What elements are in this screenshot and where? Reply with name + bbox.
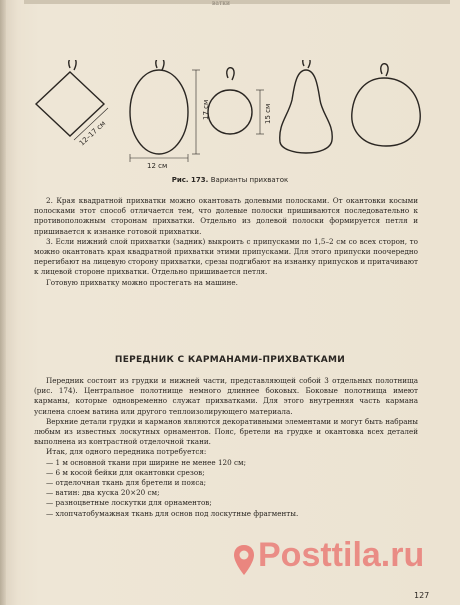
oval-width-label: 12 см (147, 162, 168, 170)
page-number: 127 (414, 591, 430, 600)
list-item: — ватин: два куска 20×20 см; (46, 488, 160, 498)
list-item: — 6 м косой бейки для окантовки срезов; (46, 467, 205, 477)
oval-potholder (130, 60, 200, 162)
list-item: — хлопчатобумажная ткань для основ под лоскутные фрагменты. (46, 508, 299, 518)
potholder-instructions (34, 196, 418, 288)
figure-caption (0, 176, 460, 184)
apron-paragraph-1: Передник состоит из грудки и нижней части, представляющей собой 3 отдельных полотнища (рис. 174). Центральное полотнище немного длиннее боковых. Боковые полотнища имеют карманы, которые одновременно служат прихватками. Для этого внутренняя часть кармана усилена слоем ватина или другого теплоизолирующего материала. (34, 376, 418, 416)
book-binding-shadow (0, 0, 6, 605)
apron-paragraph-3: Итак, для одного передника потребуется: (46, 447, 207, 457)
round-potholder (208, 68, 264, 134)
watermark-text: Posttila.ru (258, 536, 425, 574)
paragraph-4: Готовую прихватку можно простегать на машине. (46, 277, 238, 287)
materials-list (34, 458, 418, 519)
paragraph-3: 3. Если нижний слой прихватки (задник) выкроить с припусками по 1,5–2 см со всех сторон, то можно окантовать края квадратной прихватки этими припусками. Для этого припуски поочередно перегибают на лицевую сторону прихватки, срезы подгибают на изнанку припусков и притачивают к лицевой стороне прихватки. Отдельно пришивается петля. (34, 236, 418, 277)
section-title: ПЕРЕДНИК С КАРМАНАМИ-ПРИХВАТКАМИ (114, 355, 346, 365)
potholder-drawings (30, 60, 430, 170)
round-height-label: 15 см (264, 103, 272, 124)
potholder-figure (30, 60, 430, 170)
oval-height-label: 17 см (202, 99, 210, 120)
caption-text: Варианты прихваток (210, 176, 289, 184)
running-head: ватки (212, 0, 231, 7)
paragraph-2: 2. Края квадратной прихватки можно окантовать долевыми полосками. От окантовки косыми полосками этот способ отличается тем, что долевые полоски пришиваются последовательно к противоположным сторонам прихватки. Отдельно из долевой полоски формируется петля и пришивается к изнанке готовой прихватки. (34, 196, 418, 236)
apron-paragraph-2: Верхние детали грудки и карманов являются декоративными элементами и могут быть набраны любым из известных лоскутных орнаментов. Пояс, бретели на грудке и окантовка всех деталей выполнена из контрастной отделочной ткани. (34, 416, 418, 447)
rounded-potholder (352, 64, 420, 146)
pear-potholder (280, 60, 332, 153)
pin-icon (233, 544, 255, 576)
top-border (24, 0, 450, 4)
square-dim-label: 12–17 см (77, 119, 108, 148)
list-item: — разноцветные лоскутки для орнаментов; (46, 498, 212, 508)
apron-description (34, 376, 418, 519)
list-item: — отделочная ткань для бретели и пояса; (46, 478, 207, 488)
caption-number: Рис. 173. (171, 176, 209, 184)
list-item: — 1 м основной ткани при ширине не менее 120 см; (46, 457, 246, 467)
